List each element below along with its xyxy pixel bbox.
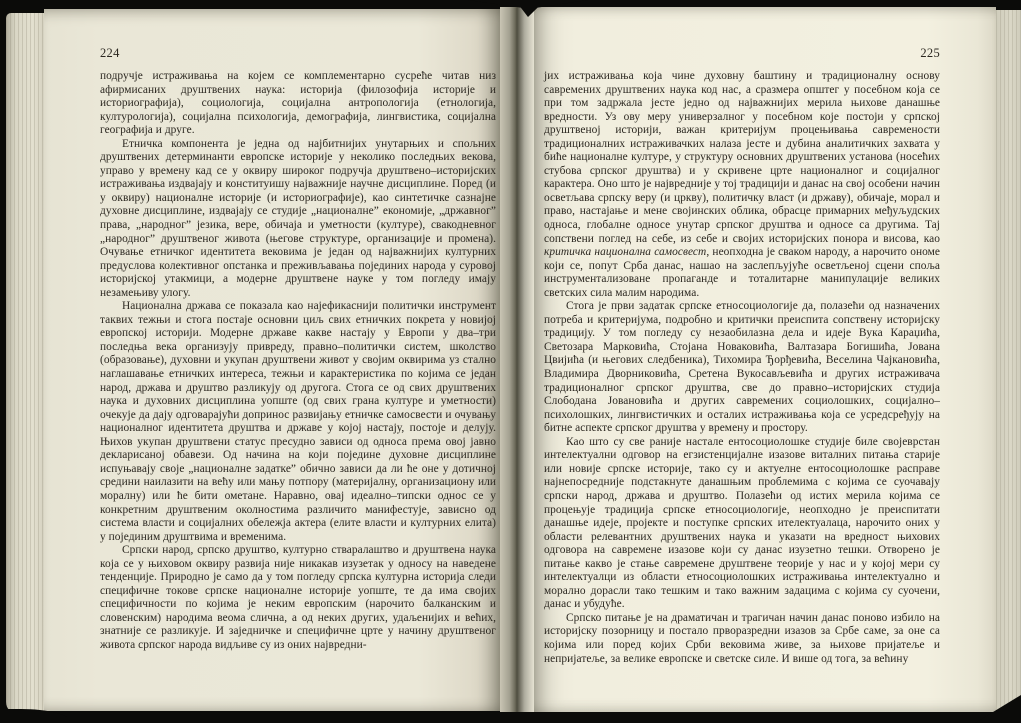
paragraph [100,300,496,544]
text-segment: Стога је први задатак српске етносоциологије да, полазећи од назначених потреба и критеријума, подробно и критички преиспита сопствену историјску традицију. У том погледу су незаобилазна дела и идеје Вука Караџића, Светозара Марковића, Стојана Новаковића, Валтазара Богишића, Јована Цвијића (и његових следбеника), Тихомира Ђорђевића, Веселина Чајкановића, Владимира Дворниковића, Сретена Вукосављевића и других истраживача традиционалног српског друштва, све до правно–историјских студија Слободана Јовановића и других савремених социолошких, социјално–психолошких, лингвистичких и осталих истраживања која се усредсређују на битне аспекте српског друштва у времену и простору. [544,300,940,435]
page-edge-stack-left [6,13,44,714]
text-segment: Српско питање је на драматичан и трагичан начин данас поново избило на историјску позорницу и постало прворазредни изазов за Србе саме, за оне са којима или поред којих Срби вековима живе, за њихове пријатеље и непријатеље, за велике европске и светске силе. И више од тога, за већину [544,611,940,665]
left-page-text-block [100,70,496,653]
paragraph [100,138,496,301]
text-segment: Као што су све раније настале ентосоциолошке студије биле својеврстан интелектуални одговор на егзистенцијалне изазове виталних питања старије или новије српске историје, тако су и актуелне ентосоциолошке расправе најнепосредније подстакнуте данашњим проблемима с којима се суочавају српски народ, држава и друштво. Полазећи од истих мерила којима се процењује традиција српске етносоциологије, неопходно је преиспитати данашње идеје, пројекте и поступке српских ителектуалаца, нарочито оних у области релевантних друштвених наука и указати на вредност њихових одговора на савремене изазове који су данас изузетно тешки. Отворено је питање какво је стање савремене друштвене теорије у нас и у којој мери су интелектуалци из области етносоциолошких истраживања интелектуално и морално дорасли тако тешким и тако важним задацима с којима су суочени, данас и убудуће. [544,435,940,611]
text-segment: јих истраживања која чине духовну баштину и традиционалну основу савремених друштвених наука код нас, а сразмера општег у посебном која се при том задржала јесте једно од најважнијих мерила њихове данашње вредности. Уз ову меру универзалног у посебном које постоји у српској друштвеној историји, важан критеријум процењивања савремености традиционалних истраживачких налаза јесте и дубина аналитичких захвата у биће националне културе, у структуру основних друштвених установа (носећих стубова српског друштва) и у скривене црте националног и социјалног карактера. Оно што је највредније у тој традицији и данас на свој особени начин осветљава српску веру (и цркву), политичку власт (и државу), обичаје, морал и право, настајање и мене својинских облика, обрасце примарних међуљудских односа, глобалне односе унутар српског друштва и односе са другима. Тај сопствени поглед на себе, из себе и својих историјских понора и висова, као [544,70,940,245]
book-gutter-fold [500,7,534,712]
text-segment: , неопходна је сваком народу, а нарочито ономе који се, попут Срба данас, нашао на заслепљујуће осветљеној сцени споља инструментализоване пропаганде и тоталитарне манипулације великих светских сила малим народима. [544,246,940,299]
right-page [534,7,996,712]
page-number-right: 225 [920,46,940,60]
background-corner-bottom-left [0,709,70,723]
paragraph [100,70,496,138]
page-edge-stack-right [996,10,1021,710]
text-segment: Национална држава се показала као најефикаснији политички инструмент таквих тежњи и стога постаје основни циљ свих етничких покрета у новијој европској историји. Модерне државе какве настају у Европи у два–три последња века организују привреду, правно–политички систем, школство (образовање), духовни и укупан друштвени живот у својим оквирима уз стално наглашавање етничких интереса, тежњи и карактеристика по којима се један народ, држава и друштво разликују од другога. Стога се од свих друштвених наука и духовних дисциплина уопште (од свих грана културе и уметности) очекује да дају одговарајући допринос развијању етничке самосвести и очувању националног идентитета друштва и државе у којој настају, постоје и делују. Њихов укупан друштвени статус пресудно зависи од односа према овој јавно декларисаној обавези. Од начина на који поједине духовне дисциплине испуњавају своје „националне задатке” обично зависи да ли ће оне у дотичној средини наилазити на већу или мању потпору (материјалну, организациону или моралну) или ће бити ометане. Наравно, овај идеално–типски однос се у конкретним друштвеним околностима различито манифестује, зависно од система власти и социјалних обележја актера (елите власти и културних елита) у појединим друштвима и временима. [100,300,496,543]
paragraph [544,70,940,300]
paragraph [544,300,940,435]
right-page-text-block [544,70,940,666]
text-segment: подручје истраживања на којем се комплементарно сусреће читав низ афирмисаних друштвених наука: историја (филозофија историје и историографија), социологија, социјална антропологија (етнологија, културологија), социјална психологија, демографија, лингвистика, социјална географија и друге. [100,70,496,137]
emphasized-text-segment: критичка национална самосвест [544,246,707,259]
paragraph [100,544,496,652]
text-segment: Српски народ, српско друштво, културно стваралаштво и друштвена наука која се у њиховом оквиру развија није никакав изузетак у односу на наведене тенденције. Природно је само да у том погледу српска културна историја следи специфичне токове српске националне историје уопште, те да има својих специфичности по којима је неким европским (нарочито балканским и словенским) народима веома слична, а од неких других, удаљенијих и већих, знатније се разликује. И заједничке и специфичне црте у начину друштвеног живота српског народа видљиве су из оних највредни- [100,544,496,651]
page-number-left: 224 [100,46,120,60]
text-segment: Етничка компонента је једна од најбитнијих унутарњих и спољних друштвених детерминанти европске историје у неколико последњих векова, управо у времену кад се у оквиру широког подручја друштвено–историјских истраживања издвајају и конституишу најважније научне дисциплине. Поред (и у оквиру) националне историје (и историографије), као синтетичке сазнајне духовне дисциплине, издвајају се студије „националне” економије, „државног” права, „народног” језика, вере, обичаја и уметности (културе), свакодневног „народног” друштвеног живота (његове структуре, организације и промена). Очување етничког идентитета вековима је један од најважнијих културних предуслова колективног опстанка и преживљавања појединих народа у суровој историјској утакмици, а модерне друштвене науке у том погледу имају незамењиву улогу. [100,137,496,299]
paragraph [544,612,940,666]
left-page [44,9,500,711]
paragraph [544,436,940,612]
